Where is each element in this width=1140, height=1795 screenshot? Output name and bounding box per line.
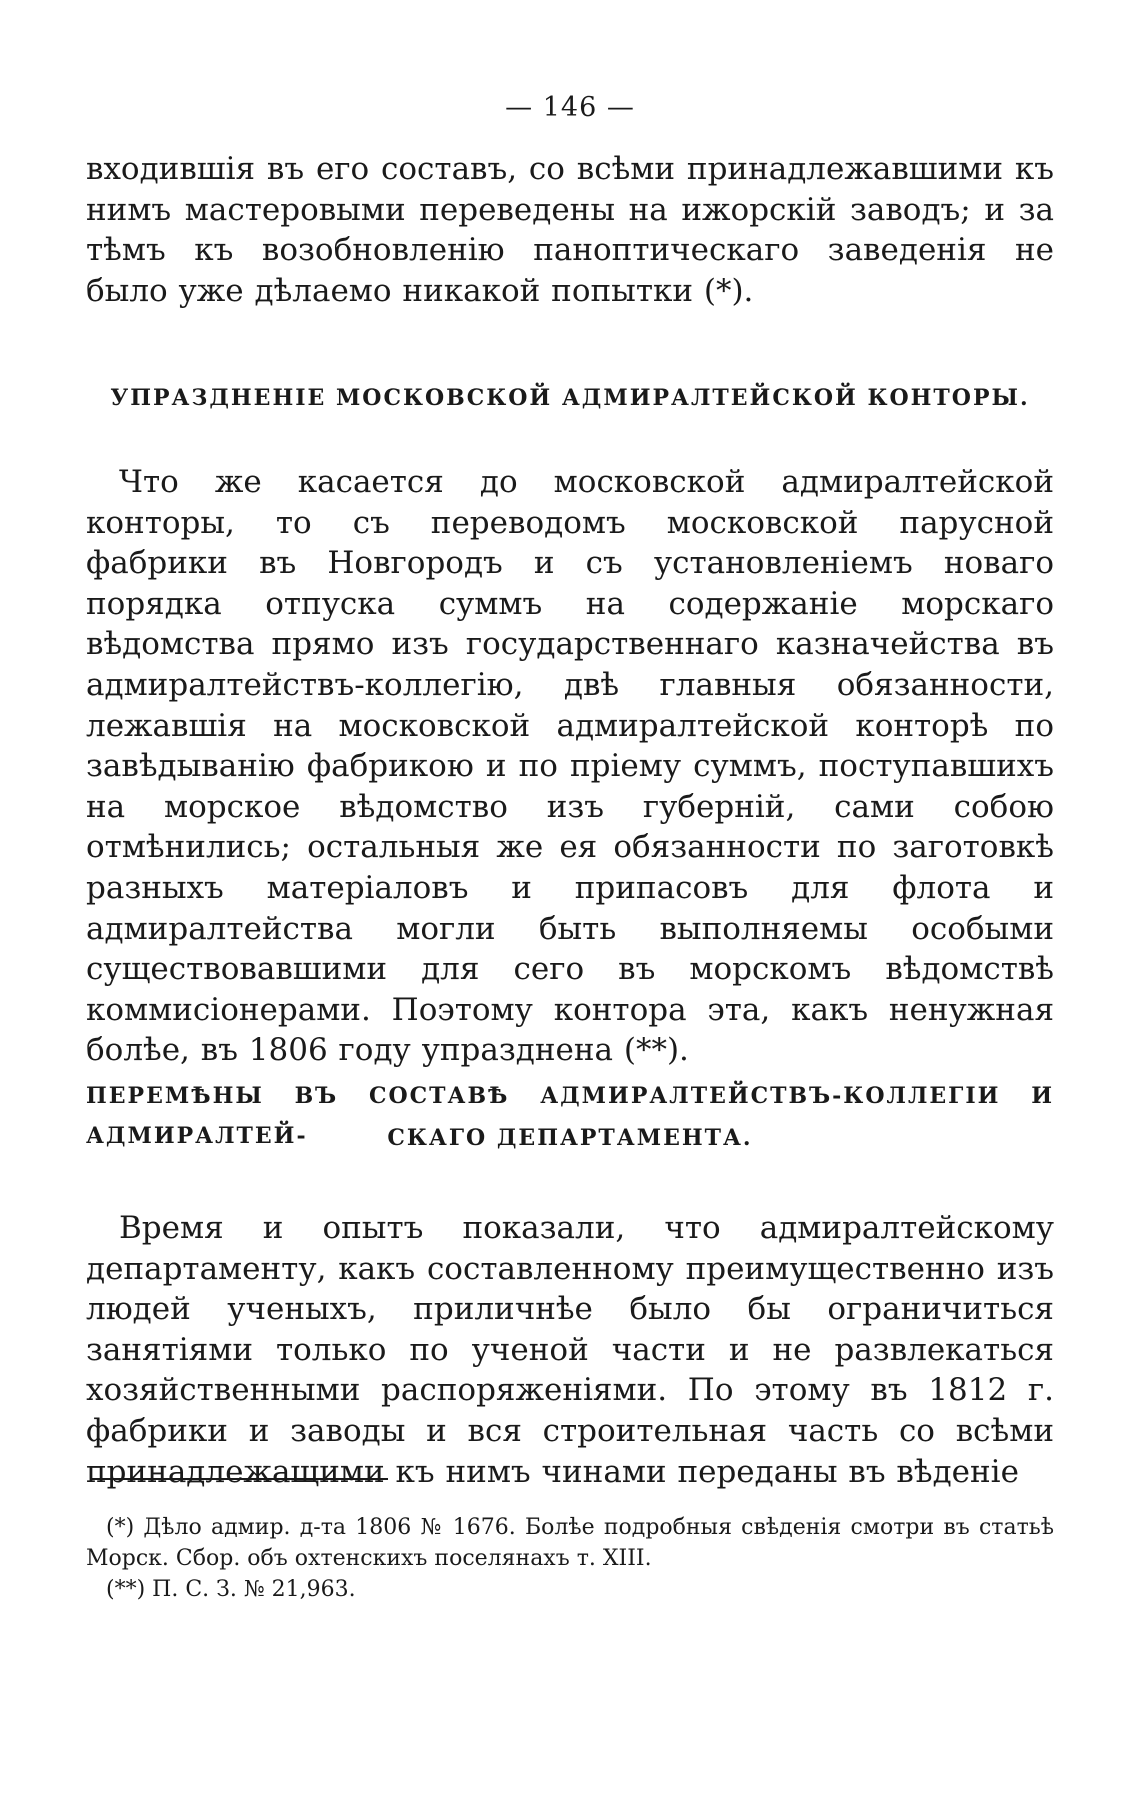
- section-heading-moscow-office: УПРАЗДНЕНІЕ МОСКОВСКОЙ АДМИРАЛТЕЙСКОЙ КОНТОРЫ.: [110, 385, 1030, 411]
- changes-section: [86, 1208, 1054, 1492]
- continuation-text: [86, 149, 1054, 311]
- section-heading-changes-line1: ПЕРЕМѢНЫ ВЪ СОСТАВѢ АДМИРАЛТЕЙСТВЪ-КОЛЛЕГІИ И АДМИРАЛТЕЙ-: [86, 1083, 1054, 1149]
- footnote-1: (*) Дѣло адмир. д-та 1806 № 1676. Болѣе подробныя свѣденія смотри въ статьѣ Морск. Сбор. объ охтенскихъ поселянахъ т. XIII.: [86, 1515, 1054, 1571]
- footnote-2: (**) П. С. З. № 21,963.: [106, 1577, 356, 1602]
- moscow-office-section: [86, 462, 1054, 1071]
- footnote-divider: [92, 1478, 388, 1480]
- section-heading-changes-line2: СКАГО ДЕПАРТАМЕНТА.: [387, 1125, 753, 1151]
- continuation-paragraph: входившія въ его составъ, со всѣми принадлежавшими къ нимъ мастеровыми переведены на ижорскій заводъ; и за тѣмъ къ возобновленію паноптическаго заведенія не было уже дѣлаемо никакой попытки (*).: [86, 151, 1054, 309]
- changes-paragraph: Время и опытъ показали, что адмиралтейскому департаменту, какъ составленному преимущественно изъ людей ученыхъ, приличнѣе было бы ограничиться занятіями только по ученой части и не развлекаться хозяйственными распоряженіями. По этому въ 1812 г. фабрики и заводы и вся строительная часть со всѣми принадлежащими къ нимъ чинами переданы въ вѣденіе: [86, 1210, 1054, 1490]
- footnotes: [86, 1512, 1054, 1605]
- moscow-office-paragraph: Что же касается до московской адмиралтейской конторы, то съ переводомъ московской парусной фабрики въ Новгородъ и съ установленіемъ новаго порядка отпуска суммъ на содержаніе морскаго вѣдомства прямо изъ государственнаго казначейства въ адмиралтействъ-коллегію, двѣ главныя обязанности, лежавшія на московской адмиралтейской конторѣ по завѣдыванію фабрикою и по пріему суммъ, поступавшихъ на морское вѣдомство изъ губерній, сами собою отмѣнились; остальныя же ея обязанности по заготовкѣ разныхъ матеріаловъ и припасовъ для флота и адмиралтейства могли быть выполняемы особыми существовавшими для сего въ морскомъ вѣдомствѣ коммисіонерами. Поэтому контора эта, какъ ненужная болѣе, въ 1806 году упразднена (**).: [86, 464, 1054, 1069]
- page-number: — 146 —: [505, 92, 635, 123]
